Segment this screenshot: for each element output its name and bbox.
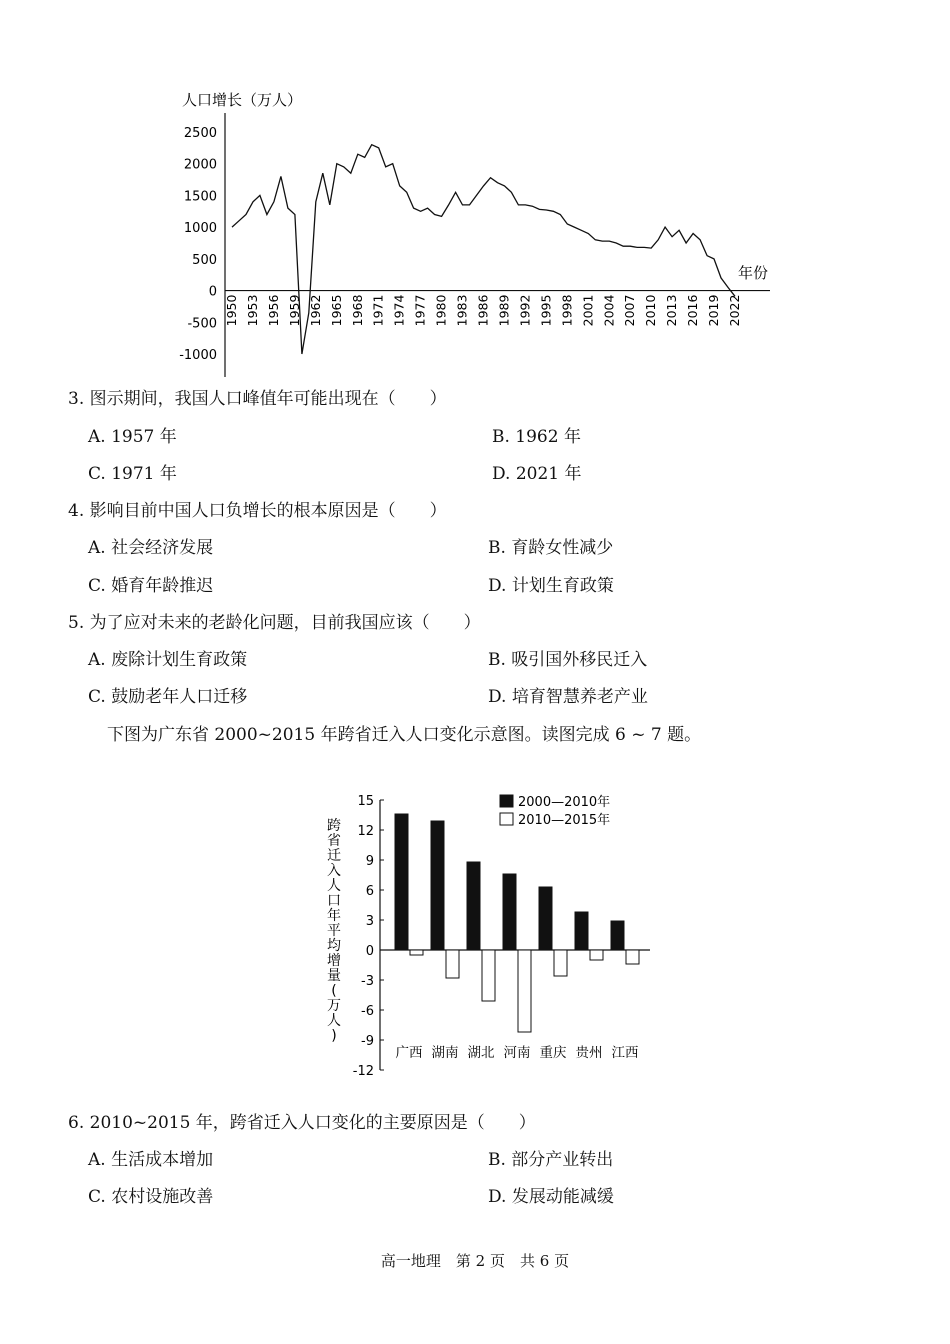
question-4: 4. 影响目前中国人口负增长的根本原因是（ ） — [68, 501, 447, 521]
q5-option-c: C. 鼓励老年人口迁移 — [88, 687, 248, 707]
question-5: 5. 为了应对未来的老龄化问题，目前我国应该（ ） — [68, 613, 481, 633]
svg-text:人: 人 — [327, 878, 341, 894]
chart2-y-tick: -6 — [361, 1004, 374, 1019]
chart1-x-tick: 1986 — [475, 294, 491, 327]
q6-option-a: A. 生活成本增加 — [88, 1150, 214, 1170]
chart1-y-tick: 2500 — [183, 126, 217, 141]
chart2-y-tick: -12 — [352, 1064, 374, 1079]
chart2-y-tick: 12 — [357, 824, 374, 839]
q3-option-b: B. 1962 年 — [492, 427, 581, 447]
chart1-x-tick: 1974 — [391, 294, 407, 327]
svg-text:增: 增 — [327, 953, 341, 969]
q5-option-b: B. 吸引国外移民迁入 — [488, 650, 648, 670]
svg-text:(: ( — [331, 983, 337, 999]
q6-option-c: C. 农村设施改善 — [88, 1187, 214, 1207]
page-footer: 高一地理 第 2 页 共 6 页 — [380, 1252, 570, 1270]
bar-2010-2015-重庆 — [554, 950, 567, 976]
chart1-x-tick: 1995 — [538, 294, 554, 327]
bar-2010-2015-河南 — [518, 950, 531, 1032]
chart1-x-tick: 1971 — [370, 294, 386, 327]
chart1-x-tick: 1977 — [412, 294, 428, 327]
bar-2000-2010-河南 — [503, 874, 516, 950]
chart2-y-tick: 6 — [365, 884, 374, 899]
bar-2010-2015-湖北 — [482, 950, 495, 1001]
q4-option-d: D. 计划生育政策 — [488, 576, 614, 596]
chart1-x-tick: 1950 — [224, 294, 239, 327]
svg-text:迁: 迁 — [327, 848, 341, 864]
chart1-x-tick: 2010 — [643, 294, 659, 327]
q3-option-c: C. 1971 年 — [88, 464, 177, 484]
chart1-xlabel: 年份 — [738, 264, 769, 282]
legend-label: 2000—2010年 — [518, 795, 611, 810]
chart2-y-tick: -9 — [361, 1034, 374, 1049]
bar-2010-2015-贵州 — [590, 950, 603, 960]
bar-2000-2010-湖北 — [467, 862, 480, 950]
chart2-category-label: 河南 — [503, 1045, 531, 1061]
migration-bar-chart — [320, 785, 660, 1085]
chart1-x-tick: 2004 — [601, 294, 617, 327]
q6-option-b: B. 部分产业转出 — [488, 1150, 614, 1170]
chart1-x-tick: 1959 — [286, 294, 302, 327]
chart1-x-tick: 1998 — [559, 294, 575, 327]
chart1-y-tick: 500 — [192, 252, 217, 268]
bar-2000-2010-贵州 — [575, 912, 588, 950]
chart1-ylabel: 人口增长（万人） — [182, 91, 303, 109]
svg-text:均: 均 — [327, 938, 341, 954]
chart1-y-tick: 1500 — [183, 189, 217, 205]
q3-option-d: D. 2021 年 — [492, 464, 582, 484]
chart2-intro: 下图为广东省 2000~2015 年跨省迁入人口变化示意图。读图完成 6 ~ 7 题。 — [107, 725, 702, 745]
chart1-x-tick: 1962 — [307, 294, 323, 327]
chart1-y-tick: -500 — [187, 316, 217, 332]
chart1-x-tick: 1965 — [328, 294, 344, 327]
svg-text:量: 量 — [327, 968, 341, 984]
q4-option-a: A. 社会经济发展 — [88, 538, 214, 558]
chart1-x-tick: 1953 — [244, 294, 260, 327]
legend-swatch — [500, 813, 513, 825]
chart2-category-label: 广西 — [395, 1045, 423, 1061]
q6-option-d: D. 发展动能减缓 — [488, 1187, 614, 1207]
legend-label: 2010—2015年 — [518, 813, 611, 828]
svg-text:): ) — [331, 1028, 337, 1044]
chart1-x-tick: 1980 — [433, 294, 449, 327]
chart1-y-tick: 1000 — [183, 221, 217, 237]
bar-2010-2015-江西 — [626, 950, 639, 964]
bar-2000-2010-重庆 — [539, 887, 552, 950]
q5-option-a: A. 废除计划生育政策 — [88, 650, 248, 670]
chart1-x-tick: 1968 — [349, 294, 365, 327]
q4-option-c: C. 婚育年龄推迟 — [88, 576, 214, 596]
svg-text:年: 年 — [327, 908, 341, 924]
chart2-y-tick: 0 — [365, 944, 374, 959]
svg-text:人: 人 — [327, 1013, 341, 1029]
svg-text:平: 平 — [327, 923, 341, 939]
chart1-y-tick: 2000 — [183, 157, 217, 173]
chart2-y-tick: -3 — [361, 974, 374, 989]
chart2-ylabel — [327, 818, 341, 1044]
chart1-x-tick: 2013 — [664, 294, 680, 327]
chart1-x-tick: 2007 — [622, 294, 638, 327]
chart2-y-tick: 9 — [365, 854, 374, 869]
bar-2010-2015-湖南 — [446, 950, 459, 978]
bar-2000-2010-广西 — [395, 814, 408, 950]
chart1-y-tick: -1000 — [179, 348, 217, 363]
chart1-y-tick: 0 — [208, 284, 217, 300]
chart1-x-tick: 2019 — [706, 294, 722, 327]
svg-text:口: 口 — [327, 893, 341, 909]
legend-swatch — [500, 795, 513, 807]
svg-text:跨: 跨 — [327, 818, 341, 834]
chart2-category-label: 湖北 — [467, 1045, 495, 1061]
svg-text:万: 万 — [327, 998, 341, 1014]
chart1-x-tick: 1956 — [265, 294, 281, 327]
chart1-x-tick: 2001 — [580, 294, 596, 327]
question-6: 6. 2010~2015 年，跨省迁入人口变化的主要原因是（ ） — [68, 1113, 536, 1133]
chart2-category-label: 湖南 — [431, 1045, 459, 1061]
q4-option-b: B. 育龄女性减少 — [488, 538, 614, 558]
chart1-x-tick: 2016 — [685, 294, 701, 327]
bar-2000-2010-江西 — [611, 921, 624, 950]
chart2-category-label: 江西 — [611, 1045, 639, 1061]
bar-2010-2015-广西 — [410, 950, 423, 955]
chart1-x-tick: 2022 — [727, 294, 742, 327]
chart2-y-tick: 3 — [365, 914, 374, 929]
chart1-x-tick: 1992 — [517, 294, 533, 327]
chart2-category-label: 贵州 — [575, 1045, 603, 1061]
svg-text:入: 入 — [327, 863, 341, 879]
chart1-x-tick: 1983 — [454, 294, 470, 327]
bar-2000-2010-湖南 — [431, 821, 444, 950]
population-growth-chart — [170, 85, 790, 385]
q5-option-d: D. 培育智慧养老产业 — [488, 687, 648, 707]
chart2-y-tick: 15 — [357, 794, 374, 809]
chart2-category-label: 重庆 — [539, 1045, 567, 1061]
q3-option-a: A. 1957 年 — [88, 427, 177, 447]
svg-text:省: 省 — [327, 833, 341, 849]
chart1-x-tick: 1989 — [496, 294, 512, 327]
question-3: 3. 图示期间，我国人口峰值年可能出现在（ ） — [68, 389, 447, 409]
